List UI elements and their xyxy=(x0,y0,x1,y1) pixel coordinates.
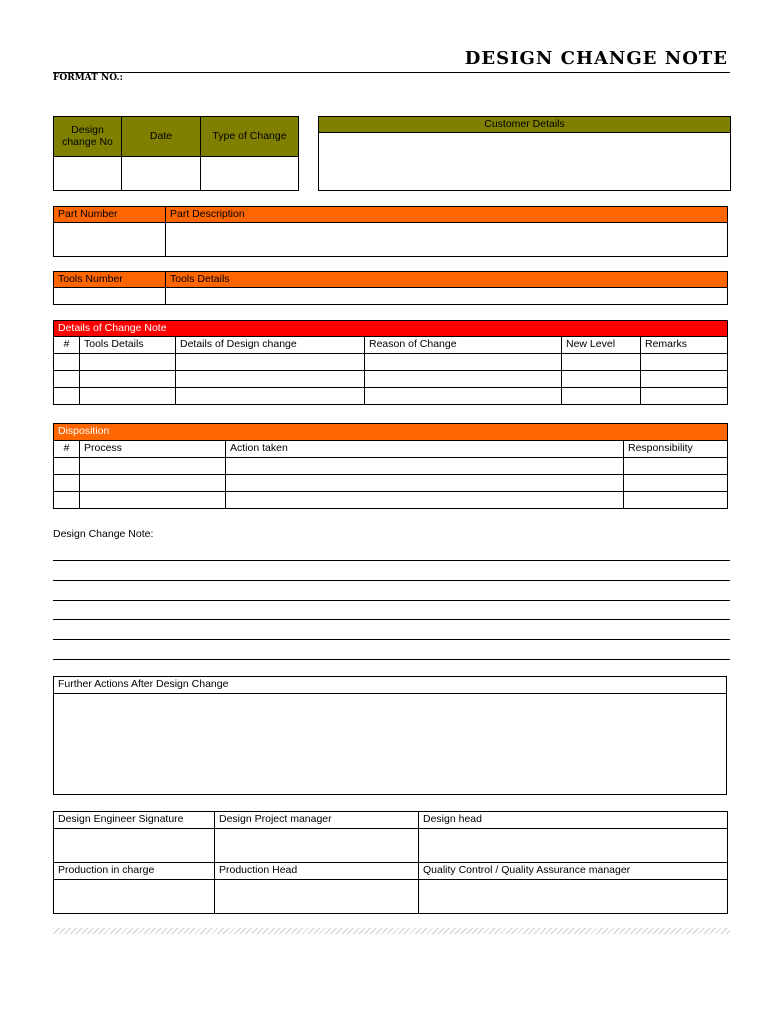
note-line[interactable] xyxy=(53,639,730,640)
table-cell[interactable] xyxy=(80,371,176,388)
table-cell[interactable] xyxy=(641,388,728,405)
table-cell[interactable] xyxy=(80,388,176,405)
disposition-title: Disposition xyxy=(54,424,728,441)
title-rule xyxy=(53,72,730,73)
part-table xyxy=(53,206,728,257)
design-change-no-header: Design change No xyxy=(54,117,122,157)
table-cell[interactable] xyxy=(562,354,641,371)
part-description-header: Part Description xyxy=(166,207,728,223)
table-row xyxy=(54,371,728,388)
note-line[interactable] xyxy=(53,580,730,581)
table-cell[interactable] xyxy=(226,458,624,475)
table-cell[interactable] xyxy=(226,492,624,509)
type-of-change-field[interactable] xyxy=(201,157,299,191)
table-row xyxy=(54,458,728,475)
table-cell[interactable] xyxy=(226,475,624,492)
column-header: Details of Design change xyxy=(176,337,365,354)
table-cell[interactable] xyxy=(80,354,176,371)
date-header: Date xyxy=(122,117,201,157)
table-row xyxy=(54,388,728,405)
tools-number-header: Tools Number xyxy=(54,272,166,288)
table-cell[interactable] xyxy=(80,492,226,509)
table-cell[interactable] xyxy=(54,492,80,509)
table-cell[interactable] xyxy=(365,354,562,371)
table-cell[interactable] xyxy=(176,371,365,388)
column-header: Tools Details xyxy=(80,337,176,354)
table-row xyxy=(54,475,728,492)
table-cell[interactable] xyxy=(641,371,728,388)
design-head-field[interactable] xyxy=(419,829,728,863)
table-cell[interactable] xyxy=(80,475,226,492)
column-header: Remarks xyxy=(641,337,728,354)
design-change-id-table xyxy=(53,116,299,191)
note-line[interactable] xyxy=(53,659,730,660)
format-number-label: FORMAT NO.: xyxy=(53,73,123,83)
part-number-header: Part Number xyxy=(54,207,166,223)
document-title: DESIGN CHANGE NOTE xyxy=(464,48,728,69)
further-actions-table xyxy=(53,676,727,795)
table-cell[interactable] xyxy=(365,388,562,405)
table-cell[interactable] xyxy=(54,371,80,388)
table-cell[interactable] xyxy=(562,371,641,388)
disposition-table xyxy=(53,423,728,509)
design-engineer-signature-label: Design Engineer Signature xyxy=(54,812,215,829)
table-cell[interactable] xyxy=(54,354,80,371)
column-header: # xyxy=(54,337,80,354)
table-cell[interactable] xyxy=(176,354,365,371)
column-header: Responsibility xyxy=(624,441,728,458)
table-row xyxy=(54,492,728,509)
type-of-change-header: Type of Change xyxy=(201,117,299,157)
table-row xyxy=(54,354,728,371)
date-field[interactable] xyxy=(122,157,201,191)
tools-table xyxy=(53,271,728,305)
column-header: Reason of Change xyxy=(365,337,562,354)
design-engineer-signature-field[interactable] xyxy=(54,829,215,863)
design-project-manager-field[interactable] xyxy=(215,829,419,863)
qc-qa-manager-field[interactable] xyxy=(419,880,728,914)
table-cell[interactable] xyxy=(80,458,226,475)
customer-details-field[interactable] xyxy=(319,133,731,191)
design-head-label: Design head xyxy=(419,812,728,829)
customer-details-table xyxy=(318,116,731,191)
column-header: Action taken xyxy=(226,441,624,458)
production-in-charge-field[interactable] xyxy=(54,880,215,914)
table-cell[interactable] xyxy=(176,388,365,405)
column-header: New Level xyxy=(562,337,641,354)
decorative-divider xyxy=(53,928,730,934)
table-cell[interactable] xyxy=(624,492,728,509)
table-cell[interactable] xyxy=(54,388,80,405)
customer-details-header: Customer Details xyxy=(319,117,731,133)
part-description-field[interactable] xyxy=(166,223,728,257)
table-cell[interactable] xyxy=(365,371,562,388)
design-project-manager-label: Design Project manager xyxy=(215,812,419,829)
qc-qa-manager-label: Quality Control / Quality Assurance manager xyxy=(419,863,728,880)
table-cell[interactable] xyxy=(624,458,728,475)
note-line[interactable] xyxy=(53,600,730,601)
details-of-change-table xyxy=(53,320,728,405)
column-header: Process xyxy=(80,441,226,458)
design-change-no-field[interactable] xyxy=(54,157,122,191)
part-number-field[interactable] xyxy=(54,223,166,257)
tools-details-field[interactable] xyxy=(166,288,728,305)
note-line[interactable] xyxy=(53,560,730,561)
production-in-charge-label: Production in charge xyxy=(54,863,215,880)
details-of-change-title: Details of Change Note xyxy=(54,321,728,337)
design-change-note-label: Design Change Note: xyxy=(53,528,154,540)
table-cell[interactable] xyxy=(54,475,80,492)
table-cell[interactable] xyxy=(54,458,80,475)
table-cell[interactable] xyxy=(562,388,641,405)
production-head-field[interactable] xyxy=(215,880,419,914)
tools-details-header: Tools Details xyxy=(166,272,728,288)
note-line[interactable] xyxy=(53,619,730,620)
tools-number-field[interactable] xyxy=(54,288,166,305)
production-head-label: Production Head xyxy=(215,863,419,880)
signatures-table xyxy=(53,811,728,914)
table-cell[interactable] xyxy=(641,354,728,371)
further-actions-title: Further Actions After Design Change xyxy=(54,677,727,694)
further-actions-field[interactable] xyxy=(54,694,727,795)
column-header: # xyxy=(54,441,80,458)
table-cell[interactable] xyxy=(624,475,728,492)
